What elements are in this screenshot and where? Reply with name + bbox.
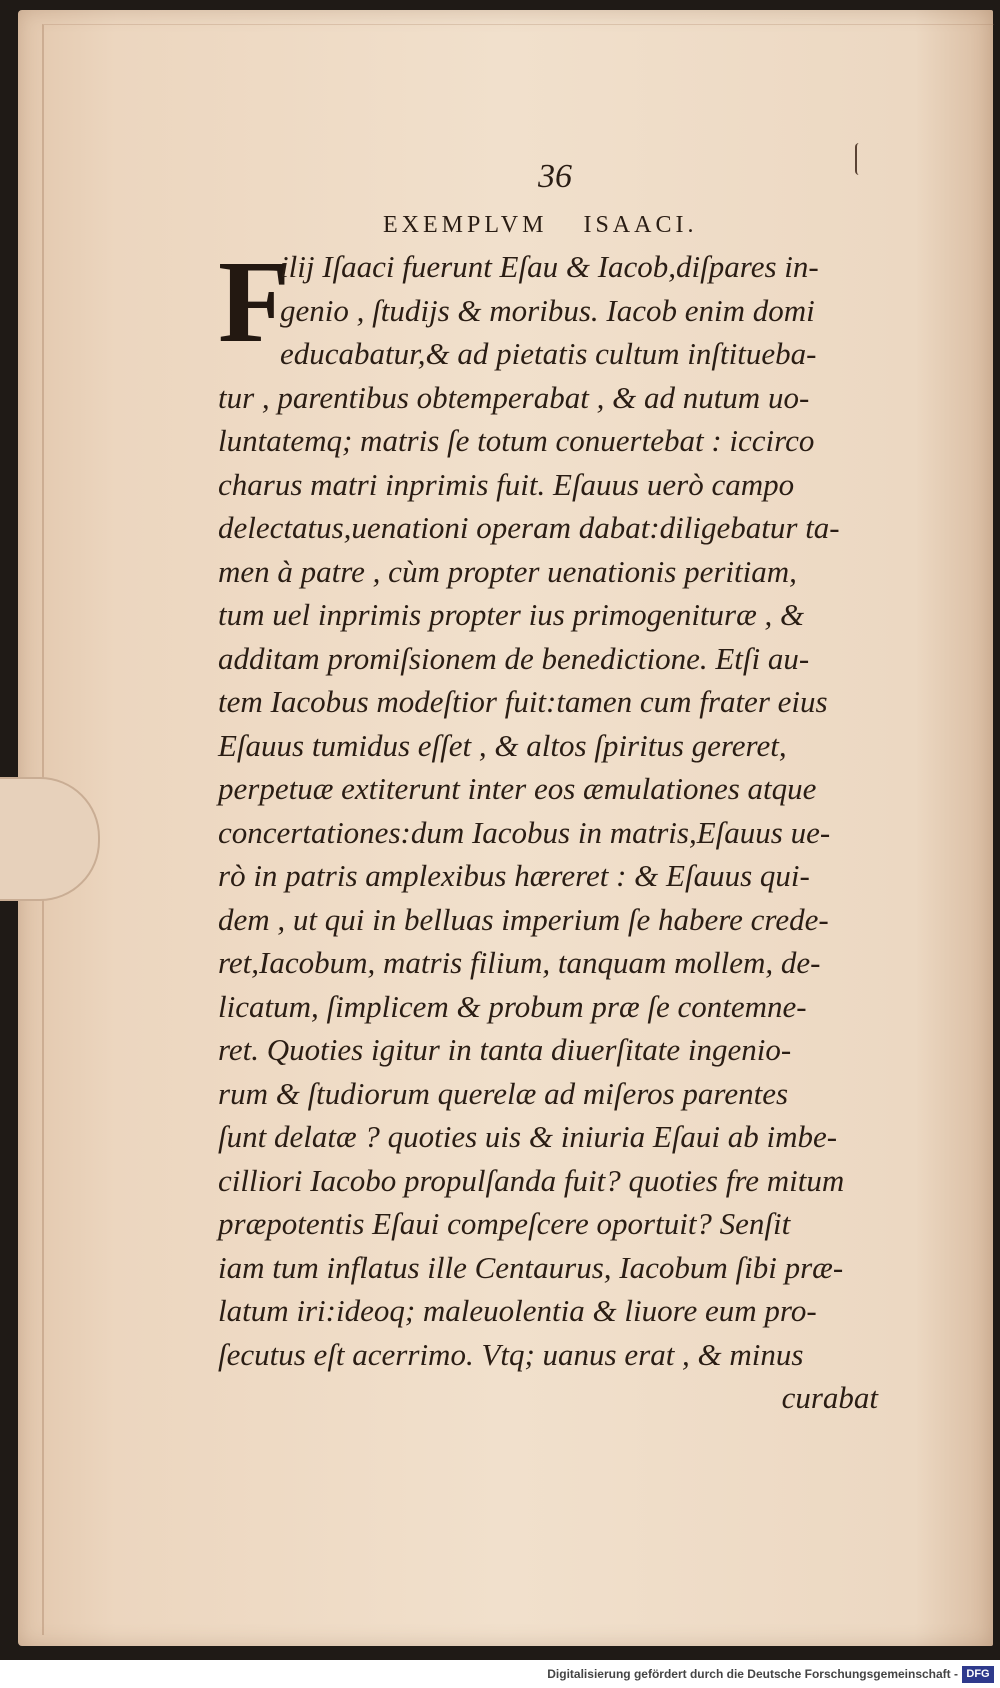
running-header: EXEMPLVM ISAACI.	[383, 212, 698, 238]
text-line: educabatur,& ad pietatis cultum inſtitueba-	[280, 336, 817, 371]
text-line: ſunt delatæ ? quoties uis & iniuria Eſaui ab imbe-	[218, 1119, 838, 1154]
text-line: genio , ſtudijs & moribus. Iacob enim domi	[280, 292, 815, 328]
text-line: luntatemq; matris ſe totum conuertebat : iccirco	[218, 423, 815, 458]
text-line: men à patre , cùm propter uenationis peritiam,	[218, 553, 797, 589]
drop-capital: F	[218, 236, 291, 367]
margin-bracket-mark	[855, 143, 863, 175]
text-line: licatum, ſimplicem & probum præ ſe contemne-	[218, 988, 807, 1024]
text-line: iam tum inflatus ille Centaurus, Iacobum ſibi præ-	[218, 1249, 844, 1285]
text-line: Eſauus tumidus eſſet , & altos ſpiritus gereret,	[218, 727, 787, 763]
text-line: tum uel inprimis propter ius primogenituræ , &	[218, 597, 805, 632]
text-line: ret,Iacobum, matris filium, tanquam mollem, de-	[218, 945, 821, 980]
text-line: delectatus,uenationi operam dabat:diligebatur ta-	[218, 510, 840, 545]
text-line: cilliori Iacobo propulſanda fuit? quoties fre mitum	[218, 1162, 845, 1198]
text-line: ret. Quoties igitur in tanta diuerſitate ingenio-	[218, 1032, 792, 1067]
text-line: rò in patris amplexibus hæreret : & Eſauus qui-	[218, 858, 810, 893]
text-line: rum & ſtudiorum querelæ ad miſeros parentes	[218, 1075, 789, 1111]
text-line: tem Iacobus modeſtior fuit:tamen cum frater eius	[218, 684, 828, 719]
text-line: charus matri inprimis fuit. Eſauus uerò campo	[218, 466, 795, 502]
text-line: additam promiſsionem de benedictione. Etſi au-	[218, 640, 810, 676]
text-line: ſecutus eſt acerrimo. Vtq; uanus erat , & minus	[218, 1336, 804, 1372]
text-line: dem , ut qui in belluas imperium ſe habere crede-	[218, 901, 829, 937]
footer-credit: Digitalisierung gefördert durch die Deutsche Forschungsgemeinschaft -	[547, 1667, 958, 1681]
text-line: tur , parentibus obtemperabat , & ad nutum uo-	[218, 379, 810, 415]
text-line: concertationes:dum Iacobus in matris,Eſauus ue-	[218, 814, 831, 850]
text-line: perpetuæ extiterunt inter eos æmulationes atque	[218, 771, 817, 806]
text-line: ilij Iſaaci fuerunt Eſau & Iacob,diſpares in-	[280, 249, 819, 284]
catchword: curabat	[781, 1380, 878, 1415]
text-line: præpotentis Eſaui compeſcere oportuit? Senſit	[218, 1206, 791, 1241]
page-number: 36	[538, 158, 572, 195]
text-line: latum iri:ideoq; maleuolentia & liuore eum pro-	[218, 1293, 817, 1328]
footer-bar	[0, 1664, 1000, 1688]
dfg-logo: DFG	[962, 1666, 994, 1683]
body-text	[218, 236, 878, 1420]
